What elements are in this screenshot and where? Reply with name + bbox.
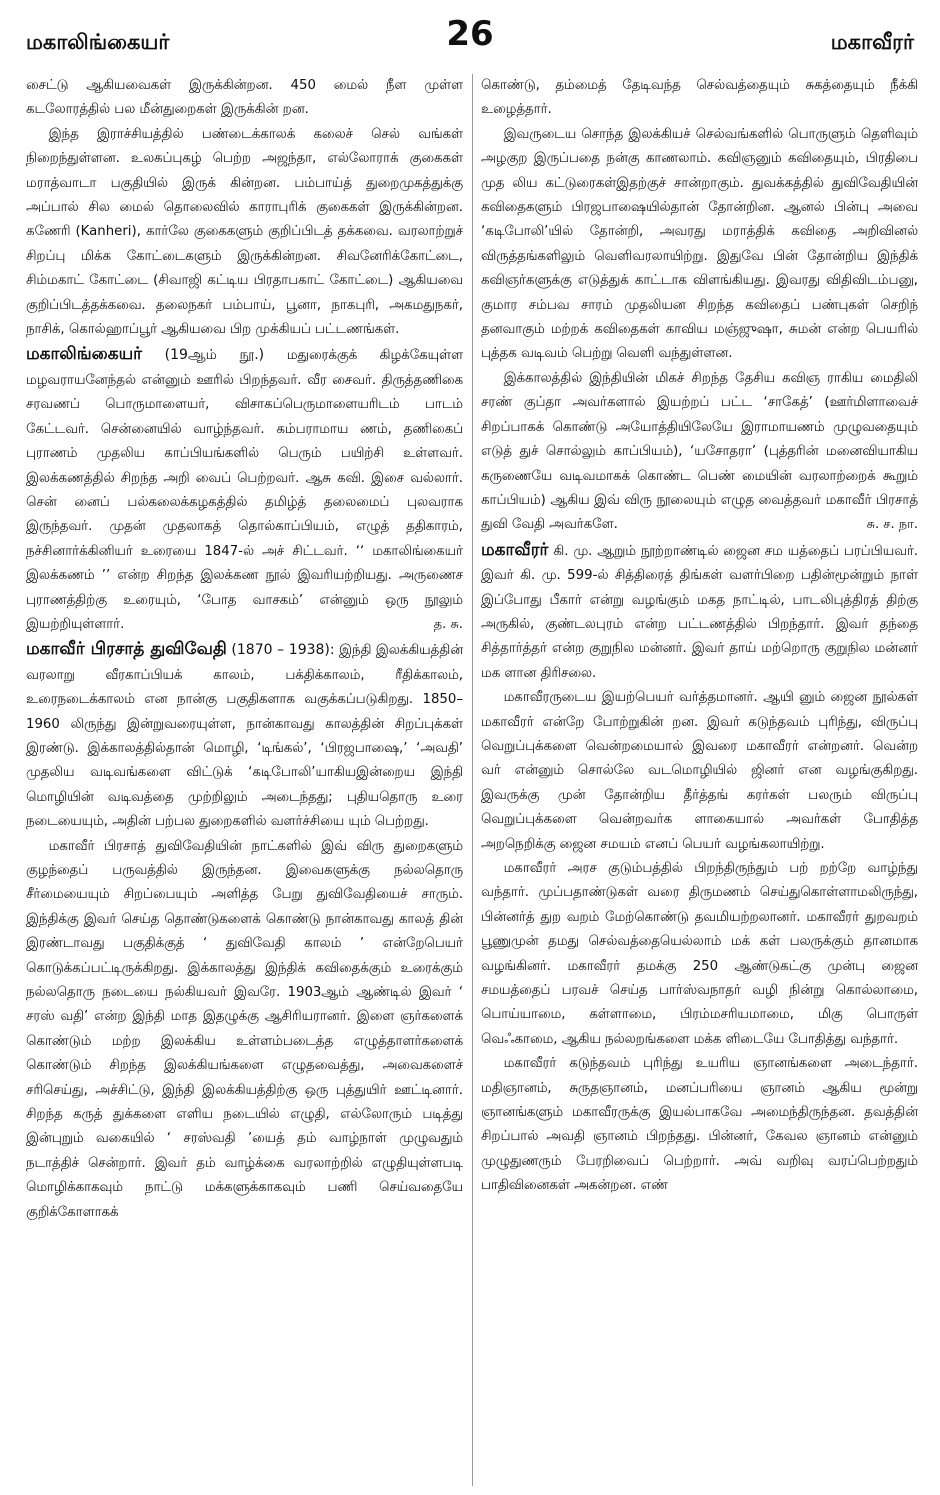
left-column xyxy=(26,74,463,1486)
paragraph: சைட்டு ஆகியவைகள் இருக்கின்றன. 450 மைல் நீள முள்ள கடலோரத்தில் பல மீன்துறைகள் இருக்கின் றன. xyxy=(26,78,463,118)
entry-dates: (19ஆம் நூ.) xyxy=(142,347,287,364)
entry-text: கி. மு. ஆறும் நூற்றாண்டில் ஜைன சம யத்தைப் பரப்பியவர். இவர் கி. மு. 599-ல் சித்திரைத் திங்கள் வளர்பிறை பதின்மூன்றும் நாள் இப்போது பீகார் என்று வழங்கும் மகத நாட்டில், பாடலிபுத்திரத் திற்கு அருகில், குண்டலபுரம் என்ற பட்டணத்தில் பிறந்தார். இவர் தந்தை சித்தார்த்தர் என்ற குறுநில மன்னர். இவர் தாய் மற்றொரு குறுநில மன்னர் மக ளான திரிசலை. xyxy=(481,543,918,681)
entry-text: இந்தி இலக்கியத்தின் வரலாறு வீரகாப்பியக் காலம், பக்திக்காலம், ரீதிக்காலம், உரைநடைக்காலம் என நான்கு பகுதிகளாக வகுக்கப்படுகிறது. 1850–1960 லிருந்து இன்றுவரையுள்ள, நான்காவது காலத்தின் சிறப்புக்கள் இரண்டு. இக்காலத்தில்தான் மொழி, ‘டிங்கல்’, ‘பிரஜபாஷை,’ ‘அவதி’ முதலிய வடிவங்களை விட்டுக் ‘கடிபோலி’யாகியஇன்றைய இந்தி மொழியின் வடிவத்தை முற்றிலும் அடைந்தது; புதியதொரு உரை நடையையும், அதின் பற்பல துறைகளில் வளர்ச்சியை யும் பெற்றது. xyxy=(26,643,463,830)
author-initials: த. சு. xyxy=(433,616,463,632)
running-head-right: மகாவீரர் xyxy=(830,30,914,54)
paragraph: மகாவீரர் அரச குடும்பத்தில் பிறந்திருந்தும் பற் றற்றே வாழ்ந்து வந்தார். முப்பதாண்டுகள் வரை திருமணம் செய்துகொள்ளாமலிருந்து, பின்னர்த் துற வறம் மேற்கொண்டு தவமியற்றலானர். மகாவீரர் துறவறம் பூணுமுன் தமது செல்வத்தையெல்லாம் மக் கள் பலருக்கும் தானமாக வழங்கினர். மகாவீரர் தமக்கு 250 ஆண்டுகட்கு முன்பு ஜைன சமயத்தைப் பரவச் செய்த பார்ஸ்வநாதர் வழி நின்று கொல்லாமை, பொய்யாமை, கள்ளாமை, பிரம்மசரியமாமை, மிகு பொருள் வெஃகாமை, ஆகிய நல்லறங்களை மக்க ளிடையே போதித்து வந்தார். xyxy=(481,861,918,1047)
page-number: 26 xyxy=(446,14,494,54)
paragraph: இந்த இராச்சியத்தில் பண்டைக்காலக் கலைச் செல் வங்கள் நிறைந்துள்ளன. உலகப்புகழ் பெற்ற அஜந்தா, எல்லோராக் குகைகள் மராத்வாடா பகுதியில் இருக் கின்றன. பம்பாய்த் துறைமுகத்துக்கு அப்பால் சில மைல் தொலைவில் காராபுரிக் குகைகள் இருக்கின்றன. கணேரி (Kanheri), கார்லே குகைகளும் குறிப்பிடத் தக்கவை. வரலாற்றுச் சிறப்பு மிக்க கோட்டைகளும் இருக்கின்றன. சிவனேரிக்கோட்டை, சிம்மகாட் கோட்டை (சிவாஜி கட்டிய பிரதாபகாட் கோட்டை) ஆகியவை குறிப்பிடத்தக்கவை. தலைநகர் பம்பாய், பூனா, நாகபுரி, அகமதுநகர், நாசிக், கொல்ஹாப்பூர் ஆகியவை பிற முக்கியப் பட்டணங்கள். xyxy=(26,126,463,338)
entry-headword: மகாலிங்கையர் xyxy=(26,344,143,365)
author-initials: சு. ச. நா. xyxy=(866,517,918,533)
entry-mahavir-prasad-dwivedi xyxy=(26,637,463,834)
entry-text: மதுரைக்குக் கிழக்கேயுள்ள மழவராயனேந்தல் என்னும் ஊரில் பிறந்தவர். வீர சைவர். திருத்தணிகை சரவணப் பொருமாளையர், விசாகப்பெருமாளையரிடம் பாடம் கேட்டவர். சென்னையில் வாழ்ந்தவர். கம்பராமாய ணம், தணிகைப் புராணம் முதலிய காப்பியங்களில் பெரும் பயிற்சி உள்ளவர். இலக்கணத்தில் சிறந்த அறி வைப் பெற்றவர். ஆசு கவி. இசை வல்லார். சென் னைப் பல்கலைக்கழகத்தில் தமிழ்த் தலைமைப் புலவராக இருந்தவர். முதன் முதலாகத் தொல்காப்பியம், எழுத் ததிகாரம், நச்சினார்க்கினியர் உரையை 1847-ல் அச் சிட்டவர். ‘‘ மகாலிங்கையர் இலக்கணம் ’’ என்ற சிறந்த இலக்கண நூல் இவரியற்றியது. அருணைச புராணத்திற்கு உரையும், ‘போத வாசகம்’ என்னும் ஒரு நூலும் இயற்றியுள்ளார். xyxy=(26,348,463,632)
paragraph: மகாவீர் பிரசாத் துவிவேதியின் நாட்களில் இவ் விரு துறைகளும் குழந்தைப் பருவத்தில் இருந்தன. இவைகளுக்கு நல்லதொரு சீர்மையையும் சிறப்பையும் அளித்த பேறு துவிவேதியைச் சாரும். இந்திக்கு இவர் செய்த தொண்டுகளைக் கொண்டு நான்காவது காலத் தின் இரண்டாவது பகுதிக்குத் ‘ துவிவேதி காலம் ’ என்றேபெயர் கொடுக்கப்பட்டிருக்கிறது. இக்காலத்து இந்திக் கவிதைக்கும் உரைக்கும் நல்லதொரு நடையை நல்கியவர் இவரே. 1903ஆம் ஆண்டில் இவர் ‘ சரஸ் வதி’ என்ற இந்தி மாத இதழுக்கு ஆசிரியரானர். இளை ஞர்களைக் கொண்டும் மற்ற இலக்கிய உள்ளம்படைத்த எழுத்தாளர்களைக் கொண்டும் சிறந்த இலக்கியங்களை எழுதவைத்து, அவைகளைச் சரிசெய்து, அச்சிட்டு, இந்தி இலக்கியத்திற்கு ஒரு புத்துயிர் ஊட்டினார். சிறந்த கருத் துக்களை எளிய நடையில் எழுதி, எல்லோரும் படித்து இன்புறும் வகையில் ‘ சரஸ்வதி ’யைத் தம் வாழ்நாள் முழுவதும் நடாத்திச் சென்றார். இவர் தம் வாழ்க்கை வரலாற்றில் எழுதியுள்ளபடி மொழிக்காகவும் நாட்டு மக்களுக்காகவும் பணி செய்வதையே குறிக்கோளாகக் xyxy=(26,838,463,1220)
paragraph: இவருடைய சொந்த இலக்கியச் செல்வங்களில் பொருளும் தெளிவும் அழகுற இருப்பதை நன்கு காணலாம். கவிஞனும் கவிதையும், பிரதிபை முத லிய கட்டுரைகள்இதற்குச் சான்றாகும். துவக்கத்தில் துவிவேதியின் கவிதைகளும் பிரஜபாஷையில்தான் தோன்றின. ஆனல் பின்பு அவை ‘கடிபோலி’யில் தோன்றி, அவரது மராத்திக் கவிதை அறிவினல் விருத்தங்களிலும் வெளிவரலாயிற்று. இதுவே பின் தோன்றிய இந்திக் கவிஞர்களுக்கு எடுத்துக் காட்டாக விளங்கியது. இவரது விதிவிடம்பனு, குமார சம்பவ சாரம் முதலியன சிறந்த கவிதைப் பண்புகள் செறிந் தனவாகும் மற்றக் கவிதைகள் காவிய மஞ்ஜுஷா, சுமன் என்ற பெயரில் புத்தக வடிவம் பெற்று வெளி வந்துள்ளன. xyxy=(481,126,918,362)
page-header xyxy=(26,10,914,66)
entry-dates: (1870 – 1938): xyxy=(226,642,335,659)
paragraph: மகாவீரருடைய இயற்பெயர் வர்த்தமானர். ஆயி னும் ஜைன நூல்கள் மகாவீரர் என்றே போற்றுகின் றன. இவர் கடுந்தவம் புரிந்து, விருப்பு வெறுப்புக்களை வென்றமையால் இவரை மகாவீரர் என்றனர். வென்ற வர் என்னும் சொல்லே வடமொழியில் ஜினர் என வழங்குகிறது. இவருக்கு முன் தோன்றிய தீர்த்தங் கரர்கள் பலரும் விருப்பு வெறுப்புக்களை வென்றவர்க ளாகையால் அவர்கள் போதித்த அறநெறிக்கு ஜைன சமயம் எனப் பெயர் வழங்கலாயிற்று. xyxy=(481,690,918,852)
paragraph xyxy=(481,367,918,538)
paragraph: கொண்டு, தம்மைத் தேடிவந்த செல்வத்தையும் சுகத்தையும் நீக்கி உழைத்தார். xyxy=(481,78,918,118)
entry-headword: மகாவீர் பிரசாத் துவிவேதி xyxy=(26,639,227,660)
entry-mahaviira xyxy=(481,538,918,686)
paragraph-text: இக்காலத்தில் இந்தியின் மிகச் சிறந்த தேசிய கவிஞ ராகிய மைதிலி சரண் குப்தா அவர்களால் இயற்றப் பட்ட ‘சாகேத்’ (ஊர்மிளாவைச் சிறப்பாகக் கொண்டு அயோத்தியிலேயே இராமாயணம் முழுவதையும் எடுத் துச் சொல்லும் காப்பியம்), ‘யசோதரா’ (புத்தரின் மனைவியாகிய கருணையே வடிவமாகக் கொண்ட பெண் மையின் வரலாற்றைக் கூறும் காப்பியம்) ஆகிய இவ் விரு நூலையும் எழுத வைத்தவர் மகாவீர் பிரசாத் துவி வேதி அவர்களே. xyxy=(481,370,918,533)
entry-mahalingaiyar xyxy=(26,342,463,637)
paragraph: மகாவீரர் கடுந்தவம் புரிந்து உயரிய ஞானங்களை அடைந்தார். மதிஞானம், சுருதஞானம், மனப்பரியை ஞானம் ஆகிய மூன்று ஞானங்களும் மகாவீரருக்கு இயல்பாகவே அமைந்திருந்தன. தவத்தின் சிறப்பால் அவதி ஞானம் பிறந்தது. பின்னர், கேவல ஞானம் என்னும் முழுதுணரும் பேரறிவைப் பெற்றார். அவ் வறிவு வரப்பெற்றதும் பாதிவினைகள் அகன்றன. எண் xyxy=(481,1056,918,1194)
column-divider xyxy=(472,74,473,1486)
entry-headword: மகாவீரர் xyxy=(481,539,549,560)
running-head-left: மகாலிங்கையர் xyxy=(26,30,170,54)
page-body xyxy=(26,74,918,1486)
right-column xyxy=(481,74,918,1486)
